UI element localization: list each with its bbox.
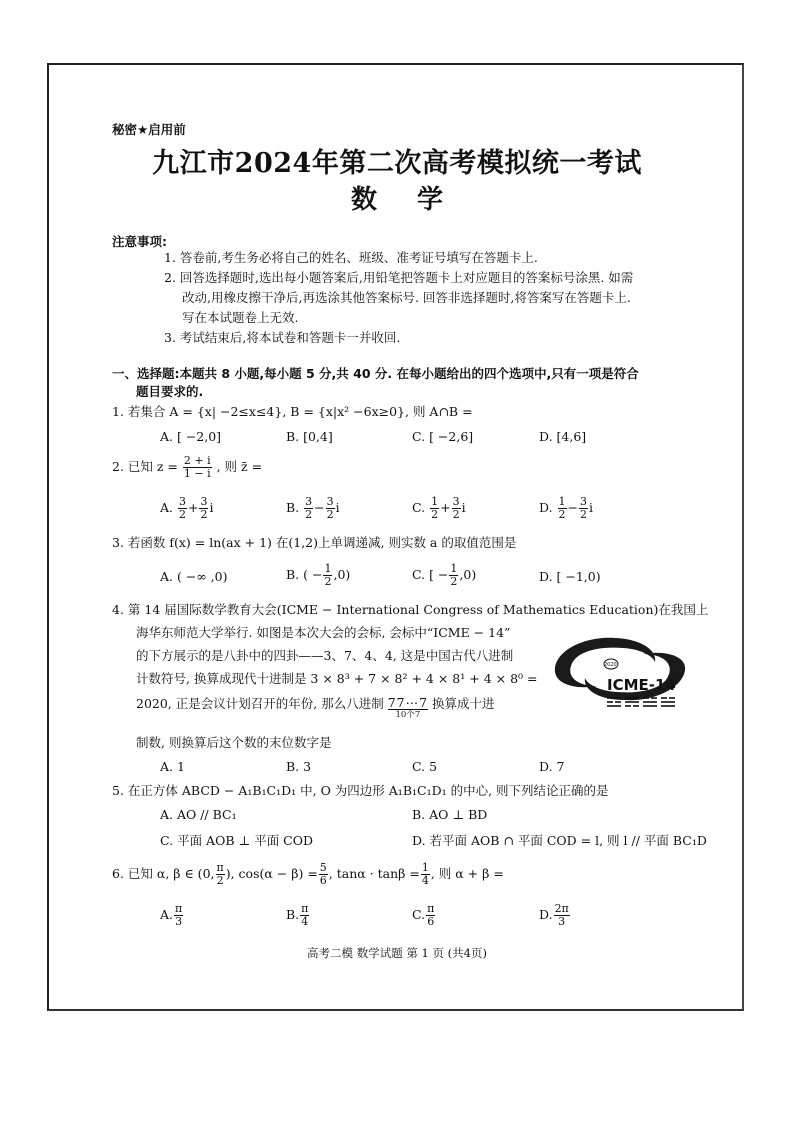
option-label: B.	[286, 907, 300, 922]
imag-unit: i	[589, 500, 594, 515]
question-4-option-b: B. 3	[286, 759, 312, 774]
option-label: A.	[160, 500, 174, 515]
option-label: A.	[160, 907, 174, 922]
note-item: 3. 考试结束后,将本试卷和答题卡一并收回.	[164, 330, 401, 345]
numerator: 1	[431, 495, 439, 508]
fraction	[554, 903, 570, 928]
question-2-option-c	[412, 496, 466, 521]
question-4-option-c: C. 5	[412, 759, 438, 774]
question-6-option-b	[286, 903, 310, 928]
numerator: 3	[305, 495, 313, 508]
question-4-line: 海华东师范大学举行. 如图是本次大会的会标, 会标中“ICME − 14”	[136, 625, 511, 640]
icme-logo	[545, 630, 695, 712]
denominator: 2	[580, 508, 588, 521]
option-text: ,0)	[459, 567, 477, 582]
operator: +	[188, 500, 199, 515]
imag-unit: i	[209, 500, 214, 515]
fraction	[430, 496, 439, 521]
numerator: 2π	[554, 902, 569, 915]
octal-brace-label: 10个7	[395, 710, 421, 720]
question-4-line: 4. 第 14 届国际数学教育大会(ICME − International Congress of Mathematics Education)在我国上	[112, 602, 709, 617]
note-item: 写在本试题卷上无效.	[182, 310, 299, 325]
option-label: D.	[539, 500, 553, 515]
fraction	[558, 496, 567, 521]
question-1-option-a: A. [ −2,0]	[160, 429, 222, 444]
q2-prefix: 2. 已知 z =	[112, 459, 178, 474]
numerator: 1	[324, 562, 332, 575]
fraction	[323, 563, 332, 588]
option-label: B.	[286, 500, 300, 515]
fraction	[326, 496, 335, 521]
exam-title: 九江市2024年第二次高考模拟统一考试	[152, 148, 642, 179]
q6-text: ), cos(α − β) =	[225, 866, 318, 881]
question-5-option-c: C. 平面 AOB ⊥ 平面 COD	[160, 833, 314, 848]
fraction	[174, 903, 183, 928]
fraction	[319, 862, 328, 887]
question-5-option-b: B. AO ⊥ BD	[412, 807, 488, 822]
fraction	[421, 862, 430, 887]
question-2-option-d	[539, 496, 593, 521]
fraction	[300, 903, 309, 928]
subject-title: 数学	[350, 185, 483, 215]
operator: −	[314, 500, 325, 515]
numerator: 3	[580, 495, 588, 508]
denominator: 2	[452, 508, 460, 521]
question-6-stem	[112, 862, 504, 887]
confidential-label: 秘密★启用前	[112, 122, 186, 137]
question-5-stem: 5. 在正方体 ABCD − A₁B₁C₁D₁ 中, O 为四边形 A₁B₁C₁D₁ 的中心, 则下列结论正确的是	[112, 783, 609, 798]
numerator: 1	[450, 562, 458, 575]
note-item: 改动,用橡皮擦干净后,再选涂其他答案标号. 回答非选择题时,将答案写在答题卡上.	[182, 290, 631, 305]
denominator: 2	[431, 508, 439, 521]
question-6-option-c	[412, 903, 436, 928]
imag-unit: i	[335, 500, 340, 515]
q4-text: 2020, 正是会议计划召开的年份, 那么八进制	[136, 696, 384, 711]
imag-unit: i	[461, 500, 466, 515]
option-label: D.	[539, 907, 553, 922]
question-5-option-d: D. 若平面 AOB ∩ 平面 COD = l, 则 l // 平面 BC₁D	[412, 833, 707, 848]
question-2-stem	[112, 455, 262, 480]
question-3-option-d: D. [ −1,0)	[539, 569, 601, 584]
q6-text: , tanα · tanβ =	[328, 866, 420, 881]
page-footer: 高考二模 数学试题 第 1 页 (共4页)	[307, 946, 487, 960]
question-4-line: 计数符号, 换算成现代十进制是 3 × 8³ + 7 × 8² + 4 × 8¹ + 4 × 8⁰ =	[136, 671, 538, 686]
numerator: π	[216, 861, 224, 874]
q6-text: 6. 已知 α, β ∈ (0,	[112, 866, 215, 881]
question-5-option-a: A. AO // BC₁	[160, 807, 237, 822]
operator: −	[567, 500, 579, 515]
denominator: 6	[319, 874, 327, 887]
question-1-option-c: C. [ −2,6]	[412, 429, 474, 444]
option-label: C.	[412, 907, 426, 922]
numerator: 3	[452, 495, 460, 508]
option-text: ,0)	[333, 567, 351, 582]
section-heading-cont: 题目要求的.	[136, 384, 204, 399]
numerator: 3	[326, 495, 334, 508]
denominator: 3	[558, 915, 566, 928]
fraction	[216, 862, 225, 887]
denominator: 4	[301, 915, 309, 928]
logo-year: 2020	[604, 662, 617, 668]
question-4-line: 制数, 则换算后这个数的末位数字是	[136, 735, 332, 750]
denominator: 2	[305, 508, 313, 521]
operator: +	[440, 500, 451, 515]
numerator: 5	[319, 861, 327, 874]
denominator: 2	[200, 508, 208, 521]
numerator: π	[175, 902, 183, 915]
question-4-option-a: A. 1	[160, 759, 185, 774]
note-item: 1. 答卷前,考生务必将自己的姓名、班级、准考证号填写在答题卡上.	[164, 250, 538, 265]
numerator: π	[427, 902, 435, 915]
octal-digits: 77⋯7	[387, 695, 429, 710]
denominator: 2	[450, 575, 458, 588]
question-2-option-a	[160, 496, 213, 521]
option-text: B. ( −	[286, 567, 323, 582]
question-3-stem: 3. 若函数 f(x) = ln(ax + 1) 在(1,2)上单调递减, 则实数 a 的取值范围是	[112, 535, 517, 550]
denominator: 1 − i	[183, 467, 211, 480]
numerator: π	[301, 902, 309, 915]
numerator: 1	[421, 861, 429, 874]
option-text: C. [ −	[412, 567, 449, 582]
question-3-option-c	[412, 563, 476, 588]
denominator: 2	[179, 508, 186, 521]
question-1-option-b: B. [0,4]	[286, 429, 333, 444]
numerator: 3	[200, 495, 208, 508]
denominator: 6	[427, 915, 435, 928]
question-3-option-a: A. ( −∞ ,0)	[160, 569, 228, 584]
denominator: 3	[175, 915, 183, 928]
numerator: 1	[558, 495, 566, 508]
fraction	[452, 496, 461, 521]
fraction	[426, 903, 435, 928]
section-heading: 一、选择题:本题共 8 小题,每小题 5 分,共 40 分. 在每小题给出的四个选项中,只有一项是符合	[112, 366, 639, 381]
denominator: 2	[558, 508, 566, 521]
q6-text: , 则 α + β =	[430, 866, 504, 881]
denominator: 2	[326, 508, 334, 521]
denominator: 2	[324, 575, 332, 588]
fraction	[579, 496, 588, 521]
denominator: 2	[216, 874, 224, 887]
denominator: 4	[421, 874, 429, 887]
q2-suffix: , 则 z̄ =	[216, 459, 263, 474]
q4-text: 换算成十进	[432, 696, 495, 711]
question-2-option-b	[286, 496, 340, 521]
fraction	[199, 496, 208, 521]
note-item: 2. 回答选择题时,选出每小题答案后,用铅笔把答题卡上对应题目的答案标号涂黑. 如需	[164, 270, 634, 285]
question-6-option-a	[160, 903, 184, 928]
icme-logo-graphic	[545, 630, 695, 712]
fraction	[449, 563, 458, 588]
question-1-stem: 1. 若集合 A = {x| −2≤x≤4}, B = {x|x² −6x≥0}, 则 A∩B =	[112, 404, 473, 419]
question-4-line	[136, 696, 495, 720]
question-4-option-d: D. 7	[539, 759, 565, 774]
notes-heading: 注意事项:	[112, 234, 167, 249]
fraction	[183, 455, 212, 480]
question-1-option-d: D. [4,6]	[539, 429, 587, 444]
numerator: 2 + i	[183, 454, 211, 467]
question-4-line: 的下方展示的是八卦中的四卦——3、7、4、4, 这是中国古代八进制	[136, 648, 514, 663]
numerator: 3	[179, 495, 186, 508]
question-6-option-d	[539, 903, 571, 928]
option-label: C.	[412, 500, 426, 515]
octal-number	[388, 696, 428, 720]
fraction	[304, 496, 313, 521]
fraction	[178, 496, 187, 521]
logo-text: ICME-14	[607, 676, 676, 694]
question-3-option-b	[286, 563, 350, 588]
